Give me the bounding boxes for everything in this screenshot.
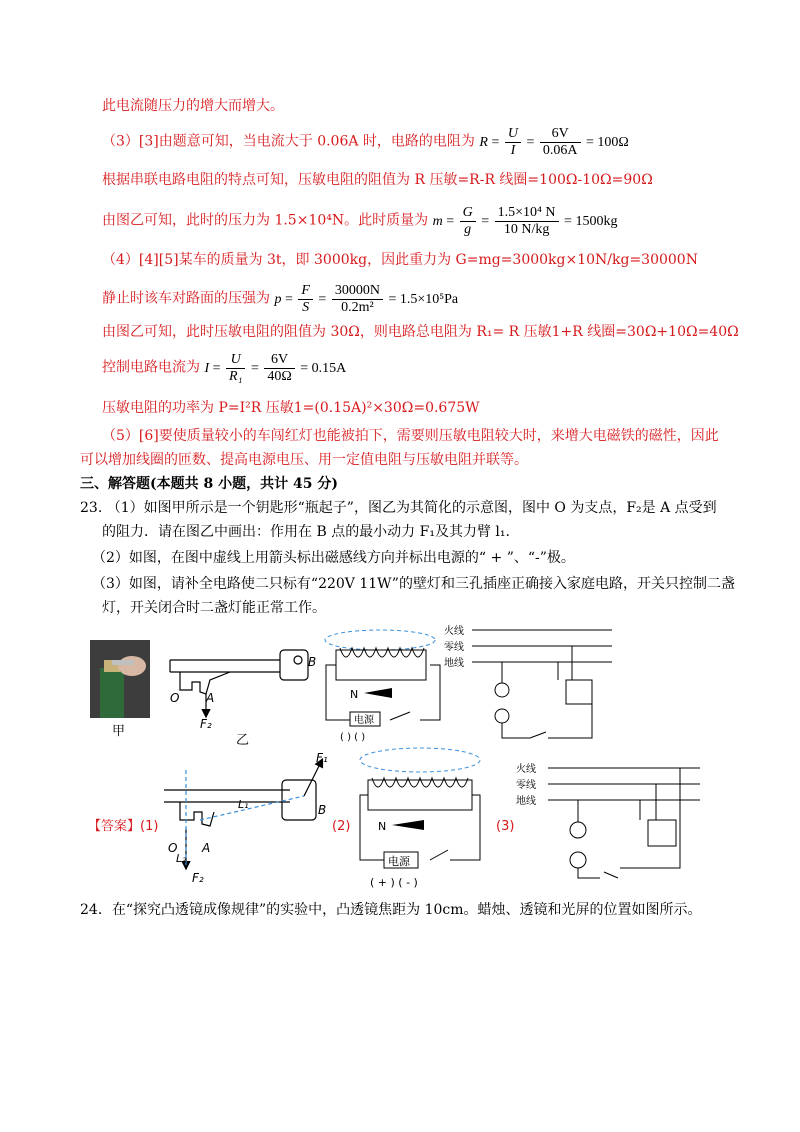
label-jia: 甲 <box>112 724 126 739</box>
answer-label: 【答案】(1) <box>88 819 159 834</box>
label-A: A <box>206 691 215 705</box>
label-ground-answer: 地线 <box>516 796 536 807</box>
label-neutral-answer: 零线 <box>516 780 536 791</box>
answer-label-3: (3) <box>496 819 515 834</box>
label-power: 电源 <box>354 715 374 726</box>
solution-line-6-text: 静止时该车对路面的压强为 <box>102 290 270 307</box>
eq-num: 30000N <box>332 283 383 300</box>
eq-den: 10 N/kg <box>503 222 550 237</box>
eq-result: 0.15A <box>311 360 347 376</box>
eq-num: 6V <box>264 352 294 369</box>
eq-num: G <box>460 205 476 222</box>
label-poles-answer: ( + ) ( - ) <box>370 876 418 889</box>
solution-line-8 <box>102 352 346 385</box>
q24-text: 24．在“探究凸透镜成像规律”的实验中，凸透镜焦距为 10cm。蜡烛、透镜和光屏的位置如图所示。 <box>80 902 702 918</box>
label-L2: L₂ <box>176 852 187 865</box>
label-poles-blank: ( ) ( ) <box>340 732 366 743</box>
label-B: B <box>308 655 317 669</box>
eq-result: 100Ω <box>597 134 629 150</box>
solution-line-6 <box>102 283 458 316</box>
label-yi: 乙 <box>236 733 250 748</box>
solution-line-5: （4）[4][5]某车的质量为 3t，即 3000kg，因此重力为 G=mg=3000kg×10N/kg=30000N <box>102 252 698 268</box>
eq-result: 1.5×10⁵Pa <box>399 291 459 307</box>
eq-den: 0.2m² <box>341 300 374 315</box>
q23-line-4: （3）如图，请补全电路使二只标有“220V 11W”的壁灯和三孔插座正确接入家庭电路，开关只控制二盏 <box>92 576 735 592</box>
label-B-answer: B <box>318 803 327 817</box>
eq-den: 0.06A <box>542 143 578 158</box>
lever-answer <box>164 760 322 868</box>
compass-needle-icon <box>364 688 392 698</box>
solution-line-1: 此电流随压力的增大而增大。 <box>102 98 284 114</box>
equation-pressure: p = $\frac{F}{S}$ = $\frac{30000N}{\text{0.2m²}}$ = 1.5×10⁵Pa <box>274 283 459 315</box>
q23-part1a: （1）如图甲所示是一个钥匙形“瓶起子”，图乙为其简化的示意图，图中 O 为支点，F₂是 A 点受到 <box>106 500 717 516</box>
solution-line-8-text: 控制电路电流为 <box>102 359 200 376</box>
label-N: N <box>350 688 359 701</box>
household-circuit-question <box>472 630 612 738</box>
eq-result: 1500kg <box>575 213 618 229</box>
solution-line-9: 压敏电阻的功率为 P=I²R 压敏1=(0.15A)²×30Ω=0.675W <box>102 400 480 416</box>
eq-den: S <box>302 300 310 315</box>
label-ground: 地线 <box>444 658 464 669</box>
eq-num: U <box>226 352 245 369</box>
eq-den: 40Ω <box>267 369 292 384</box>
solution-line-2-text: （3）[3]由题意可知，当电流大于 0.06A 时，电路的电阻为 <box>102 133 475 150</box>
eq-lhs: R <box>479 134 488 150</box>
eq-num: U <box>505 126 521 143</box>
household-circuit-answer <box>548 768 700 878</box>
solution-line-4-text: 由图乙可知，此时的压力为 1.5×10⁴N。此时质量为 <box>102 212 429 229</box>
section-heading: 三、解答题(本题共 8 小题，共计 45 分) <box>80 476 338 492</box>
q23-line-5: 灯，开关闭合时二盏灯能正常工作。 <box>102 600 326 616</box>
eq-lhs: p <box>274 291 282 307</box>
electromagnet-question <box>325 630 440 726</box>
lever-diagram-yi <box>170 650 308 716</box>
bottle-opener-photo <box>90 640 150 718</box>
equation-current: I = $\frac{U}{\text{R₁}}$ = $\frac{6V}{40\Omega}$ = 0.15A <box>204 352 347 384</box>
eq-num: F <box>298 283 313 300</box>
label-F2-answer: F₂ <box>192 871 204 885</box>
solution-line-2 <box>102 126 629 159</box>
electromagnet-answer <box>360 748 480 868</box>
solution-line-10: （5）[6]要使质量较小的车闯红灯也能被拍下，需要则压敏电阻较大时，来增大电磁铁的磁性，因此 <box>102 428 719 444</box>
label-A-answer: A <box>202 841 211 855</box>
eq-num: 1.5×10⁴ N <box>495 205 559 222</box>
q23-number: 23. <box>80 500 103 516</box>
label-F1: F₁ <box>316 751 328 765</box>
equation-mass: m = $\frac{G}{g}$ = $\frac{\text{1.5×10⁴ N}}{10 N/kg}$ = 1500kg <box>432 205 618 237</box>
eq-lhs: I <box>204 360 210 376</box>
label-neutral: 零线 <box>444 642 464 653</box>
eq-lhs: m <box>432 213 443 229</box>
q23-line-1 <box>80 498 717 518</box>
solution-line-11: 可以增加线圈的匝数、提高电源电压、用一定值电阻与压敏电阻并联等。 <box>80 452 528 468</box>
label-power-answer: 电源 <box>388 855 410 868</box>
label-F2: F₂ <box>200 717 212 731</box>
label-fire-answer: 火线 <box>516 764 536 775</box>
compass-needle-answer-icon <box>392 820 424 830</box>
label-L1: L₁ <box>238 798 249 811</box>
label-O: O <box>170 691 180 705</box>
equation-resistance: R = $\frac{U}{I}$ = $\frac{6V}{0.06A}$ = 100Ω <box>479 126 629 158</box>
eq-num: 6V <box>540 126 581 143</box>
label-N-answer: N <box>378 820 387 833</box>
label-fire: 火线 <box>444 626 464 637</box>
label-O-answer: O <box>168 841 178 855</box>
eq-den: R₁ <box>229 369 243 384</box>
eq-den: g <box>464 222 472 237</box>
q23-line-2: 的阻力．请在图乙中画出：作用在 B 点的最小动力 F₁及其力臂 l₁. <box>102 524 510 540</box>
answer-label-2: (2) <box>332 819 351 834</box>
q23-line-3: （2）如图，在图中虚线上用箭头标出磁感线方向并标出电源的“ + ”、“-”极。 <box>92 550 575 566</box>
solution-line-4 <box>102 205 617 238</box>
solution-line-3: 根据串联电路电阻的特点可知，压敏电阻的阻值为 R 压敏=R-R 线圈=100Ω-10Ω=90Ω <box>102 172 653 188</box>
eq-den: I <box>510 143 516 158</box>
solution-line-7: 由图乙可知，此时压敏电阻的阻值为 30Ω，则电路总电阻为 R₁= R 压敏1+R 线圈=30Ω+10Ω=40Ω <box>102 324 739 340</box>
question-figures <box>0 620 800 900</box>
